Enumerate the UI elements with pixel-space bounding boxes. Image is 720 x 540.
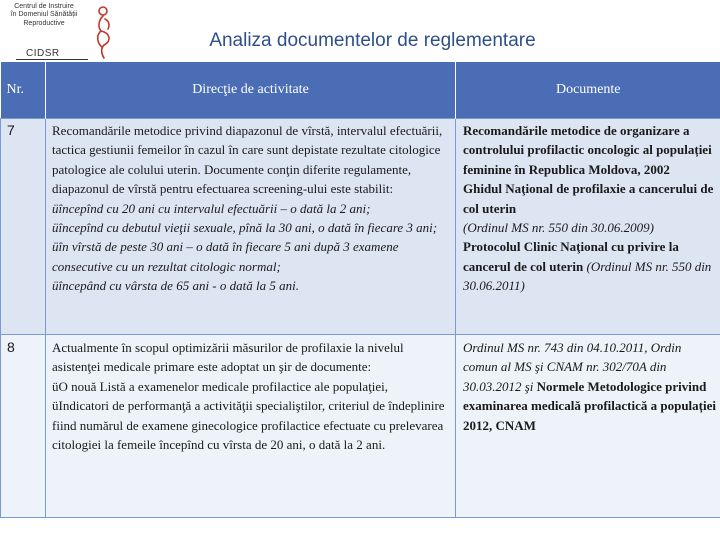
documents-cell xyxy=(456,335,720,518)
bullet-text: începînd cu 20 ani cu intervalul efectuării – o dată la 2 ani; xyxy=(58,200,371,216)
header-documents: Documente xyxy=(456,62,720,119)
bullet-item xyxy=(52,276,449,295)
bullet-text: în vîrstă de peste 30 ani – o dată în fiecare 5 ani după 3 examene consecutive cu un rezultat citologic normal; xyxy=(52,239,399,274)
bullet-item xyxy=(52,218,449,237)
checkmark-icon: ü xyxy=(52,398,59,414)
checkmark-icon: ü xyxy=(52,278,59,294)
direction-cell xyxy=(46,119,456,335)
table-header-row xyxy=(1,62,720,119)
document-reference: Ordinul MS nr. 743 din 04.10.2011, Ordin comun al MS şi CNAM nr. 302/70A din 30.03.2012 şi xyxy=(463,340,682,394)
bullet-text: O nouă Listă a examenelor medicale profilactice ale populaţiei, xyxy=(58,378,389,394)
document-reference: (Ordinul MS nr. 550 din 30.06.2009) xyxy=(463,220,654,236)
table-row xyxy=(1,119,720,335)
document-title-text: Protocolul Clinic Naţional cu privire la cancerul de col uterin xyxy=(463,239,679,274)
checkmark-icon: ü xyxy=(52,378,59,394)
bullet-text: Indicatori de performanţă a activităţii specialiştilor, criteriul de îndeplinire fiind numărul de examene ginecologice profilactice efectuate cu prelevarea citologiei la femeile începînd cu vîrsta de 20 ani, o dată la 2 ani. xyxy=(52,398,445,453)
bullet-text: începând cu vârsta de 65 ani - o dată la 5 ani. xyxy=(58,278,299,294)
row-number: 7 xyxy=(1,119,46,335)
documents-table xyxy=(0,62,720,518)
header-direction: Direcţie de activitate xyxy=(46,62,456,119)
direction-cell xyxy=(46,335,456,518)
checkmark-icon: ü xyxy=(52,200,59,216)
documents-cell xyxy=(456,119,720,335)
bullet-item xyxy=(52,396,449,454)
checkmark-icon: ü xyxy=(52,220,59,236)
logo-underline xyxy=(16,59,88,60)
page-title: Analiza documentelor de reglementare xyxy=(209,30,536,51)
logo-text-line: Centrul de Instruire xyxy=(14,3,74,10)
direction-intro: Actualmente în scopul optimizării măsurilor de profilaxie la nivelul asistenţei medicale primare este adoptat un şir de documente: xyxy=(52,340,404,375)
logo-text-line: în Domeniul Sănătății xyxy=(10,11,78,19)
checkmark-icon: ü xyxy=(52,239,59,255)
document-title: Normele Metodologice privind examinarea medicală profilactică a populației 2012, CNAM xyxy=(463,378,716,433)
logo-abbreviation: CIDSR xyxy=(26,48,60,59)
document-reference: (Ordinul MS nr. 550 din 30.06.2011) xyxy=(463,258,712,294)
logo-text-line: Reproductive xyxy=(23,19,65,27)
bullet-item xyxy=(52,199,449,218)
table-row xyxy=(1,335,720,518)
direction-intro: Recomandările metodice privind diapazonul de vîrstă, intervalul efectuării, tactica gestiunii femeilor în cazul în care sunt depistate rezultate citologice patologice ale colului uterin. Documente conţin diferite regulamente, diapazonul de vîrstă pentru efectuarea screening-ului este stabilit: xyxy=(52,123,443,197)
document-title: Ghidul Naţional de profilaxie a cancerului de col uterin xyxy=(463,181,714,216)
bullet-item xyxy=(52,237,449,276)
header-nr: Nr. xyxy=(1,62,46,119)
logo-text xyxy=(4,3,84,28)
document-title xyxy=(463,237,716,295)
row-number: 8 xyxy=(1,335,46,518)
document-title: Recomandările metodice de organizare a controlului profilactic oncologic al populației feminine în Republica Moldova, 2002 xyxy=(463,123,712,177)
bullet-item xyxy=(52,377,449,396)
bullet-text: începînd cu debutul vieţii sexuale, pînă la 30 ani, o dată în fiecare 3 ani; xyxy=(58,220,438,236)
